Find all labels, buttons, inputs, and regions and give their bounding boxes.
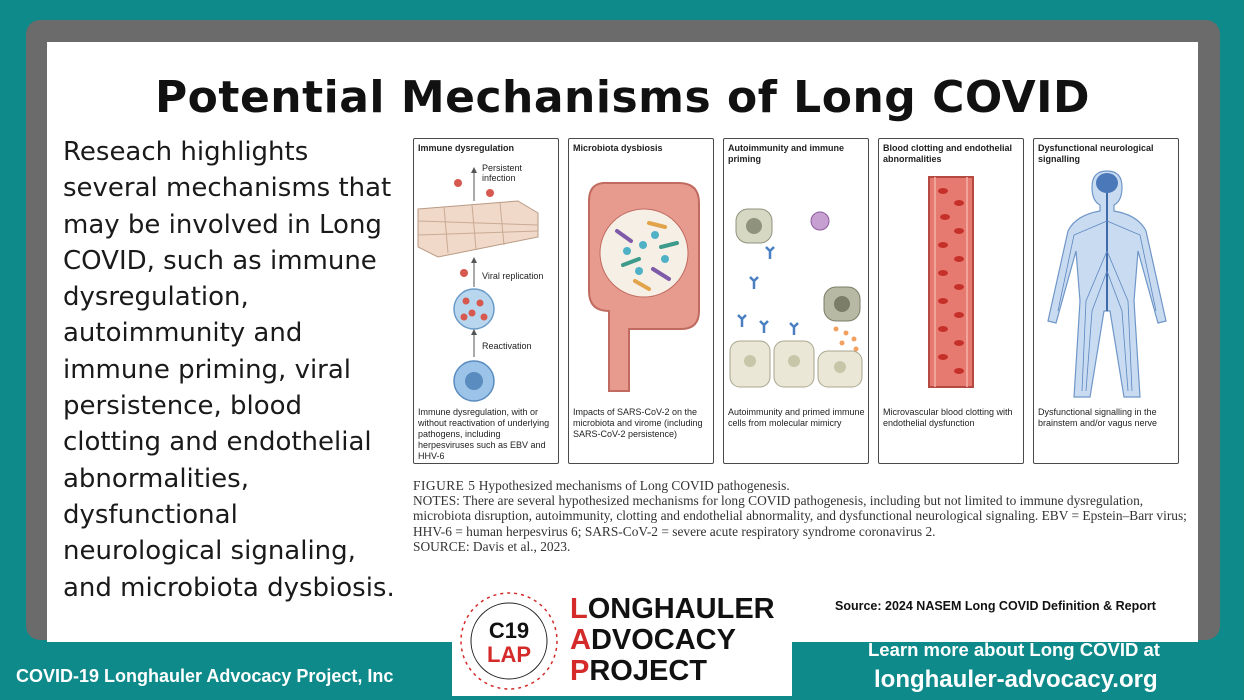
intestine-illustration xyxy=(569,161,715,406)
figure-source: SOURCE: Davis et al., 2023. xyxy=(413,538,571,554)
nervous-system-illustration xyxy=(1034,161,1180,406)
footer-learn-more: Learn more about Long COVID at xyxy=(868,639,1160,660)
annotation-persistent-1: Persistent xyxy=(482,163,523,173)
panel-title: Dysfunctional neurological signalling xyxy=(1038,143,1154,164)
panel-neurological-signalling xyxy=(1033,138,1179,464)
figure-caption xyxy=(413,478,1193,554)
logo-wordmark xyxy=(570,594,775,687)
panel-title: Autoimmunity and immune priming xyxy=(728,143,845,164)
c19lap-seal-icon xyxy=(456,590,562,692)
blood-vessel-illustration xyxy=(879,161,1025,406)
panel-immune-dysregulation xyxy=(413,138,559,464)
annotation-persistent-2: infection xyxy=(482,173,516,183)
mechanisms-figure xyxy=(413,138,1191,468)
panel-title: Immune dysregulation xyxy=(418,143,515,153)
logo-line-1: LONGHAULER xyxy=(570,593,775,625)
logo-line-3: PROJECT xyxy=(570,655,707,687)
seal-text-c19: C19 xyxy=(488,618,530,643)
panel-caption: Dysfunctional signalling in the brainstem and/or vagus nerve xyxy=(1038,407,1158,428)
panel-caption: Impacts of SARS-CoV-2 on the microbiota and virome (including SARS-CoV-2 persistence) xyxy=(573,407,703,439)
panel-caption: Immune dysregulation, with or without reactivation of underlying pathogens, including herpesviruses such as EBV and HHV-6 xyxy=(418,407,550,461)
source-note: Source: 2024 NASEM Long COVID Definition & Report xyxy=(835,599,1156,613)
immune-priming-illustration xyxy=(724,161,870,406)
panel-microbiota-dysbiosis xyxy=(568,138,714,464)
summary-text: Reseach highlights several mechanisms that may be involved in Long COVID, such as immune dysregulation, autoimmunity and immune priming, viral persistence, blood clotting and endothelial abnormalities, dysfunctional neurological signaling, and microbiota dysbiosis. xyxy=(63,137,395,603)
immune-cells-illustration xyxy=(414,161,560,406)
figure-label: FIGURE 5 xyxy=(413,478,476,493)
figure-notes: NOTES: There are several hypothesized mechanisms for long COVID pathogenesis, including but not limited to immune dysregulation, microbiota disruption, autoimmunity, clotting and endothelial abnormality, and dysfunctional neurological signaling. EBV = Epstein–Barr virus; HHV-6 = human herpesvirus 6; SARS-CoV-2 = severe acute respiratory syndrome coronavirus 2. xyxy=(413,493,1187,539)
annotation-viral-replication: Viral replication xyxy=(482,271,544,281)
content-card xyxy=(47,42,1198,642)
panel-caption: Microvascular blood clotting with endothelial dysfunction xyxy=(883,407,1013,428)
page-title: Potential Mechanisms of Long COVID xyxy=(154,72,1091,123)
figure-caption-title-line xyxy=(413,478,1193,493)
panel-title: Blood clotting and endothelial abnormalities xyxy=(883,143,1012,164)
panel-title: Microbiota dysbiosis xyxy=(573,143,663,153)
panel-autoimmunity xyxy=(723,138,869,464)
panel-caption: Autoimmunity and primed immune cells from molecular mimicry xyxy=(728,407,865,428)
logo-line-2: ADVOCACY xyxy=(570,624,736,656)
panel-blood-clotting xyxy=(878,138,1024,464)
figure-caption-title: Hypothesized mechanisms of Long COVID pathogenesis. xyxy=(478,478,790,493)
logo xyxy=(452,586,792,696)
seal-text-lap: LAP xyxy=(487,642,531,667)
footer-org-name: COVID-19 Longhauler Advocacy Project, Inc xyxy=(16,666,394,686)
footer-url-link[interactable]: longhauler-advocacy.org xyxy=(874,666,1158,693)
annotation-reactivation: Reactivation xyxy=(482,341,532,351)
